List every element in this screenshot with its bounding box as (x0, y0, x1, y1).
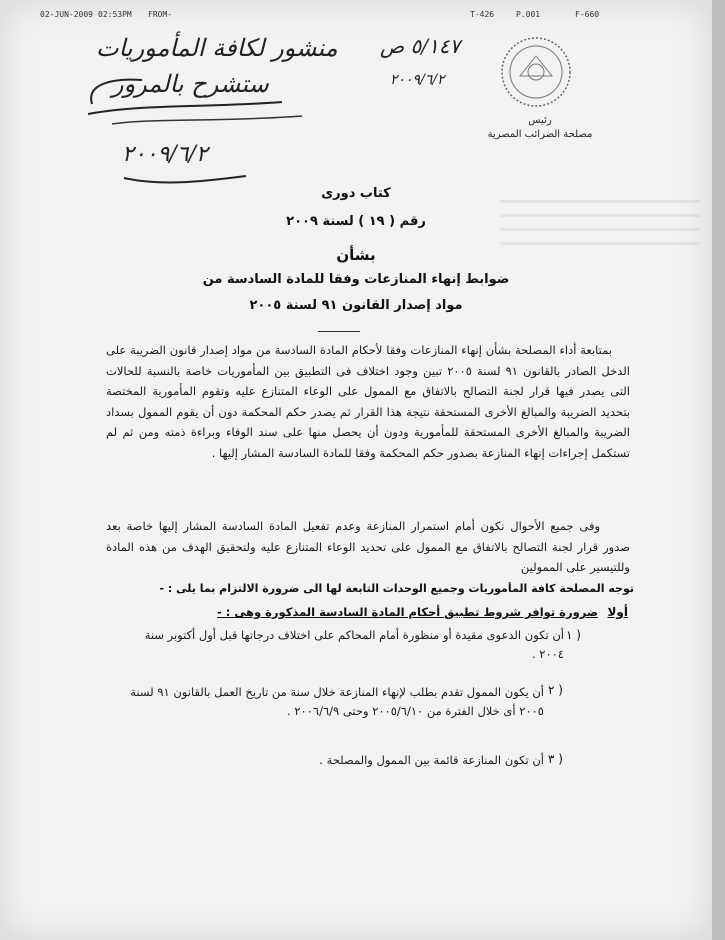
handwritten-scribble (82, 64, 382, 134)
fax-page: P.001 (516, 10, 541, 19)
fax-header (0, 10, 712, 24)
handwritten-reference-date: ٢٠٠٩/٦/٢ (390, 72, 445, 88)
condition-number: ٢ ) (548, 683, 563, 697)
section-first-title: ضرورة توافر شروط تطبيق أحكام المادة السادسة المذكورة وهى : - (217, 605, 598, 619)
org-title: رئيس (528, 115, 552, 126)
fax-date: 02-JUN-2009 (40, 10, 93, 19)
org-seal-icon (500, 36, 572, 108)
circular-number: رقم ( ١٩ ) لسنة ٢٠٠٩ (286, 214, 426, 229)
circular-regarding: بشأن (336, 246, 376, 264)
org-block (470, 114, 610, 142)
fax-time: 02:53PM (98, 10, 132, 19)
handwritten-line-2: ستشرح بالمرور (112, 70, 269, 98)
body-paragraph-2: وفى جميع الأحوال نكون أمام استمرار المنازعة وعدم تفعيل المادة السادسة المشار إليها خاصة بعد صدور قرار لجنة التصالح بالاتفاق مع الممول على تحديد الوعاء المتنازع عليه ولتحقيق الهدف من هذه المادة وللتيسير على الممولين (106, 519, 630, 574)
condition-text: أن يكون الممول تقدم بطلب لإنهاء المنازعة خلال سنة من تاريخ العمل بالقانون ٩١ لسنة ٢٠٠٥ أى خلال الفترة من ٢٠٠٥/٦/١٠ وحتى ٢٠٠٦/٦/٩ . (130, 685, 544, 718)
circular-subject-line-2: مواد إصدار القانون ٩١ لسنة ٢٠٠٥ (249, 298, 463, 313)
handwritten-bottom-date: ٢٠٠٩/٦/٢ (122, 142, 208, 167)
scan-edge (712, 0, 725, 940)
body-paragraph-1: بمتابعة أداء المصلحة بشأن إنهاء المنازعات وفقا لأحكام المادة السادسة من مواد إصدار قانون الضريبة على الدخل الصادر بالقانون ٩١ لسنة ٢٠٠٥ تبين وجود اختلاف فى التطبيق بين المأموريات خاصة بالنسبة للحالات التى يصدر فيها قرار لجنة التصالح بالاتفاق مع الممول على الوعاء المتنازع عليه وتقوم المأمورية المختصة بتحديد الضريبة والمبالغ الأخرى المستحقة نتيجة هذا القرار ثم يصدر حكم المحكمة دون أن يقوم الممول بسداد الضريبة والمبالغ الأخرى المستحقة للمأمورية ودون أن يحصل منها على سند الوفاء وبراءة ذمته ومن ثم لم تستكمل إجراءات إنهاء المنازعة بصدور حكم المحكمة وفقا للمادة السادسة المشار إليها . (106, 343, 630, 460)
section-first-label: أولا (607, 605, 628, 619)
handwritten-reference: ٥/١٤٧ ص (380, 34, 461, 58)
fax-number: T-426 (470, 10, 495, 19)
handwritten-line-1: منشور لكافة المأموريات (96, 34, 338, 62)
condition-text: أن تكون المنازعة قائمة بين الممول والمصلحة . (319, 753, 544, 767)
title-divider (318, 331, 360, 332)
fax-code: F-660 (575, 10, 600, 19)
circular-subject-line-1: ضوابط إنهاء المنازعات وفقا للمادة السادسة من (202, 272, 510, 287)
condition-text: أن تكون الدعوى مقيدة أو منظورة أمام المحاكم على اختلاف درجاتها قبل أول أكتوبر سنة ٢٠٠٤ . (144, 628, 564, 661)
fax-from: FROM- (148, 10, 173, 19)
condition-number: ١ ) (566, 628, 581, 642)
circular-kind: كتاب دورى (321, 186, 391, 201)
directive-line: توجه المصلحة كافة المأموريات وجميع الوحدات التابعة لها الى ضرورة الالتزام بما يلى : - (159, 582, 634, 595)
org-name: مصلحة الضرائب المصرية (487, 129, 593, 140)
condition-number: ٣ ) (548, 752, 563, 766)
